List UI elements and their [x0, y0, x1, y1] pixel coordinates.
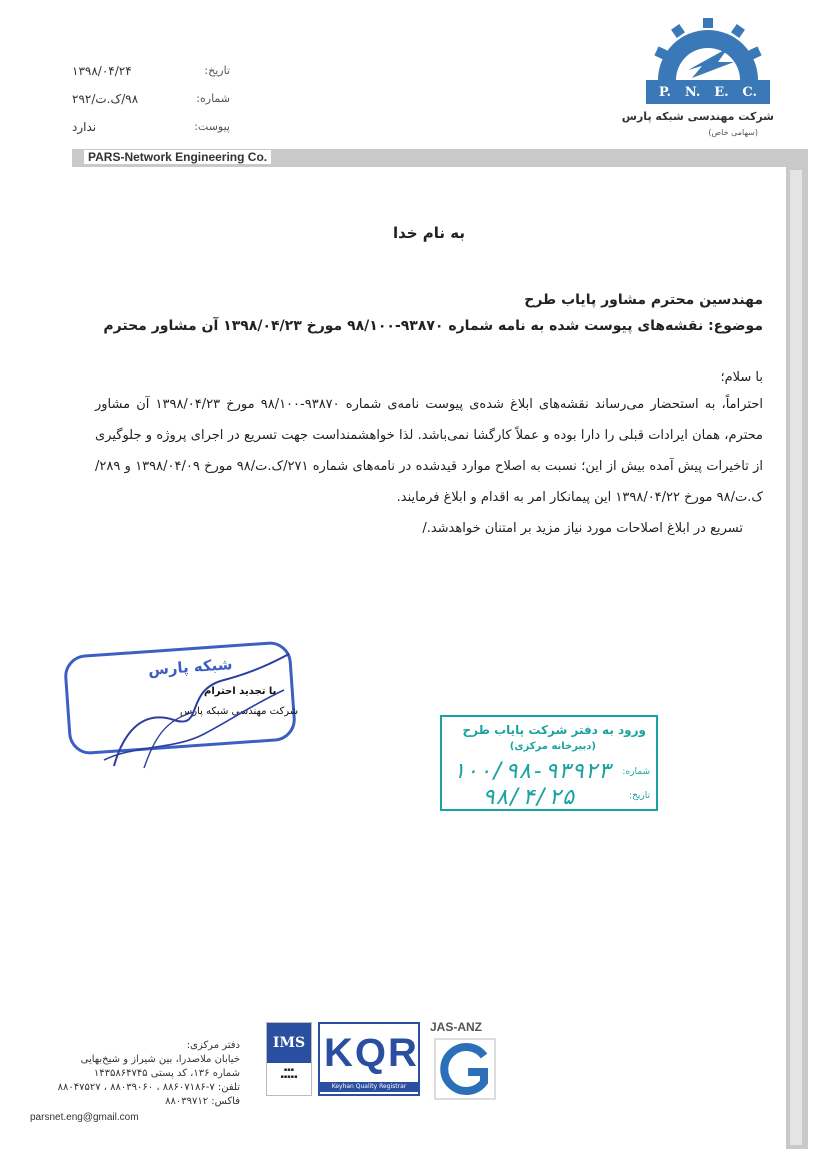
footer-line: خیابان ملاصدرا، بین شیراز و شیخ‌بهایی — [80, 1054, 240, 1065]
meta-number-label: شماره: — [196, 92, 230, 105]
receipt-stamp-title: ورود به دفتر شرکت پایاب طرح — [462, 723, 646, 737]
logo-letter: P. — [658, 84, 672, 100]
receipt-number-value: ۱۰۰/۹۸-۹۳۹۲۳ — [452, 759, 611, 784]
recipient: مهندسین محترم مشاور پایاب طرح — [524, 292, 763, 308]
logo-letter: N. — [684, 84, 701, 100]
footer-line: تلفن: ۷-۸۸۶۰۷۱۸۶ ، ۸۸۰۳۹۰۶۰ ، ۸۸۰۴۷۵۲۷ — [57, 1082, 240, 1093]
stamp-sign-line: با تجدید احترام — [204, 686, 277, 697]
jas-anz-cert-logo — [430, 1020, 500, 1116]
ims-label: IMS — [267, 1023, 311, 1063]
signature — [84, 650, 294, 770]
stamp-title: شبکه پارس — [147, 655, 234, 679]
receipt-stamp-subtitle: (دبیرخانه مرکزی) — [509, 741, 596, 752]
receipt-date-label: تاریخ: — [629, 791, 650, 801]
footer-line: فاکس: ۸۸۰۳۹۷۱۲ — [165, 1096, 240, 1107]
letter-content — [95, 200, 763, 544]
ims-cert-logo — [266, 1022, 312, 1096]
body-paragraph: احتراماً، به استحضار می‌رساند نقشه‌های ابلاغ شده‌ی پیوست نامه‌ی شماره ۹۳۸۷۰-۹۸/۱۰۰ مورخ ۱۳۹۸/۰۴/۲۳ آن مشاور محترم، همان ایرادات قبلی را دارا بوده و عملاً کارگشا نمی‌باشد. لذا خواهشمنداست جهت تسریع در اجرای پروژه و جلوگیری از تاخیرات پیش آمده بیش از این؛ نسبت به اصلاح موارد قیدشده در نامه‌های شماره ۲۷۱/ک.ت/۹۸ مورخ ۱۳۹۸/۰۴/۰۹ و ۲۸۹/ک.ت/۹۸ مورخ ۱۳۹۸/۰۴/۲۲ این پیمانکار امر به اقدام و ابلاغ فرمایند. — [95, 397, 763, 505]
logo-company-type: (سهامی خاص) — [708, 128, 758, 137]
salutation: به نام خدا — [392, 224, 466, 242]
logo-letters-bar — [646, 80, 770, 104]
meta-attachment-row — [60, 118, 230, 146]
receipt-date-value: ۹۸/۴/۲۵ — [482, 785, 575, 810]
meta-attachment-value: ندارد — [72, 120, 97, 134]
footer-email: parsnet.eng@gmail.com — [30, 1112, 139, 1123]
footer-line: دفتر مرکزی: — [186, 1040, 240, 1051]
greeting: با سلام؛ — [720, 370, 763, 385]
kqr-caption: Keyhan Quality Registrar — [320, 1082, 418, 1092]
ims-caption: ▪▪▪ ▪▪▪▪▪ — [280, 1067, 298, 1080]
kqr-label: KQR — [324, 1031, 419, 1075]
stamp-company: شرکت مهندسی شبکه پارس — [180, 706, 299, 717]
meta-date-label: تاریخ: — [204, 64, 230, 77]
kqr-cert-logo — [318, 1022, 420, 1096]
receipt-stamp — [440, 715, 658, 811]
company-english-name: PARS-Network Engineering Co. — [84, 150, 271, 164]
logo-letter: E. — [714, 84, 729, 100]
company-logo — [621, 18, 778, 138]
receipt-number-label: شماره: — [622, 767, 650, 777]
meta-date-value: ۱۳۹۸/۰۴/۲۴ — [72, 64, 132, 78]
subject: موضوع: نقشه‌های پیوست شده به نامه شماره ۹۳۸۷۰-۹۸/۱۰۰ مورخ ۱۳۹۸/۰۴/۲۳ آن مشاور محترم — [103, 318, 763, 334]
footer-line: شماره ۱۳۶، کد پستی ۱۴۳۵۸۶۴۷۴۵ — [93, 1068, 240, 1079]
logo-letter: C. — [742, 84, 758, 100]
letter-meta — [60, 62, 230, 146]
jas-anz-mark-icon — [434, 1038, 496, 1100]
gear-icon — [648, 18, 768, 80]
footer-address — [30, 1040, 240, 1110]
jas-anz-label: JAS-ANZ — [430, 1020, 483, 1034]
logo-company-name: شرکت مهندسی شبکه پارس — [621, 110, 774, 123]
meta-attachment-label: پیوست: — [194, 120, 230, 133]
right-frame-inner — [790, 170, 802, 1145]
meta-date-row — [60, 62, 230, 90]
closing-line: تسریع در ابلاغ اصلاحات مورد نیاز مزید بر امتنان خواهدشد./ — [422, 521, 743, 536]
meta-number-value: ۹۸/ک.ت/۲۹۲ — [72, 92, 139, 106]
meta-number-row — [60, 90, 230, 118]
